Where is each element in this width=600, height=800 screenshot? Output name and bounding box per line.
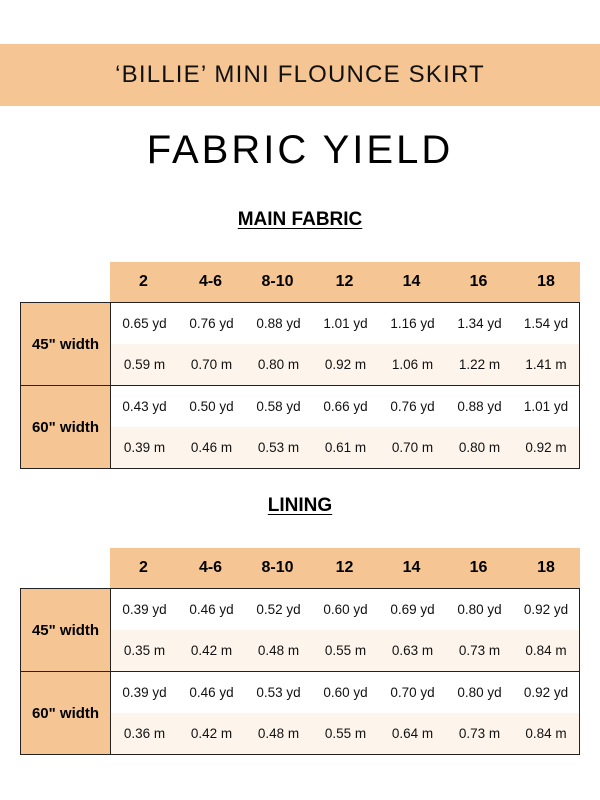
yield-cell: 0.46 yd [189, 602, 234, 617]
yield-cell: 0.80 m [458, 440, 501, 455]
yield-cell: 0.39 m [123, 440, 166, 455]
yield-cell: 0.76 yd [390, 399, 435, 414]
yield-cell: 0.39 yd [122, 602, 167, 617]
size-header-cell: 8-10 [261, 273, 294, 290]
yield-cell: 0.42 m [190, 726, 233, 741]
yield-cell: 0.43 yd [122, 399, 167, 414]
yield-cell: 0.92 yd [523, 685, 569, 700]
yield-cell: 0.84 m [525, 643, 567, 658]
width-label: 45" width [21, 303, 111, 385]
yield-cell: 0.60 yd [323, 602, 368, 617]
yield-cell: 0.39 yd [122, 685, 167, 700]
width-group-45 [21, 303, 579, 385]
yield-cell: 0.80 yd [457, 602, 502, 617]
yield-cell: 0.61 m [324, 440, 367, 455]
width-group-45 [21, 589, 579, 671]
yield-cell: 0.70 m [391, 440, 434, 455]
size-header-cell: 18 [537, 559, 555, 576]
meters-row [111, 630, 579, 671]
size-header-cell: 4-6 [198, 559, 223, 576]
size-header-cell: 12 [335, 559, 354, 576]
yield-cell: 0.92 m [525, 440, 567, 455]
yield-cell: 1.16 yd [390, 316, 435, 331]
yield-cell: 0.80 m [257, 357, 300, 372]
yield-cell: 1.54 yd [523, 316, 569, 331]
yield-cell: 0.58 yd [256, 399, 301, 414]
yield-cell: 0.88 yd [457, 399, 502, 414]
yield-cell: 1.06 m [391, 357, 434, 372]
yield-cell: 0.55 m [324, 726, 367, 741]
yield-cell: 0.59 m [123, 357, 166, 372]
width-group-60 [21, 385, 579, 468]
yield-cell: 0.76 yd [189, 316, 234, 331]
yield-cell: 0.70 m [190, 357, 233, 372]
lining-size-header [110, 548, 580, 588]
yield-cell: 0.36 m [123, 726, 166, 741]
width-label: 60" width [21, 672, 111, 754]
yield-cell: 1.22 m [458, 357, 501, 372]
yards-row [111, 303, 579, 344]
width-label: 45" width [21, 589, 111, 671]
size-header-cell: 8-10 [261, 559, 294, 576]
size-header-cell: 4-6 [198, 273, 223, 290]
width-group-60 [21, 671, 579, 754]
yield-cell: 0.53 yd [256, 685, 301, 700]
yield-cell: 0.73 m [458, 726, 501, 741]
title-banner [0, 44, 600, 106]
size-header-cell: 2 [139, 559, 148, 576]
yield-cell: 0.64 m [391, 726, 434, 741]
yards-row [111, 672, 579, 713]
size-header-cell: 14 [402, 273, 421, 290]
yield-cell: 0.84 m [525, 726, 567, 741]
size-header-cell: 18 [537, 273, 555, 290]
yield-cell: 0.60 yd [323, 685, 368, 700]
size-header-cell: 14 [402, 559, 421, 576]
yield-cell: 1.01 yd [323, 316, 368, 331]
yield-cell: 0.80 yd [457, 685, 502, 700]
lining-heading: LINING [267, 495, 333, 516]
yield-cell: 0.55 m [324, 643, 367, 658]
yield-cell: 0.46 m [190, 440, 233, 455]
yield-cell: 0.53 m [257, 440, 300, 455]
yield-cell: 0.50 yd [189, 399, 234, 414]
yield-cell: 0.92 m [324, 357, 367, 372]
yield-cell: 0.92 yd [523, 602, 569, 617]
width-label: 60" width [21, 386, 111, 468]
yield-cell: 0.88 yd [256, 316, 301, 331]
yield-cell: 1.01 yd [523, 399, 569, 414]
yield-cell: 0.46 yd [189, 685, 234, 700]
yield-cell: 0.65 yd [122, 316, 167, 331]
yield-cell: 1.34 yd [457, 316, 502, 331]
main-fabric-heading: MAIN FABRIC [237, 209, 363, 230]
meters-row [111, 427, 579, 468]
yield-cell: 0.63 m [391, 643, 434, 658]
yards-row [111, 386, 579, 427]
size-header-cell: 16 [469, 559, 488, 576]
meters-row [111, 713, 579, 754]
yield-cell: 0.52 yd [256, 602, 301, 617]
yield-cell: 0.66 yd [323, 399, 368, 414]
yield-cell: 0.48 m [257, 643, 300, 658]
page-title: FABRIC YIELD [146, 128, 454, 172]
meters-row [111, 344, 579, 385]
yield-cell: 0.70 yd [390, 685, 435, 700]
main-fabric-table [20, 302, 580, 469]
size-header-cell: 16 [469, 273, 488, 290]
yield-cell: 1.41 m [525, 357, 567, 372]
yield-cell: 0.48 m [257, 726, 300, 741]
yield-cell: 0.35 m [123, 643, 166, 658]
yield-cell: 0.69 yd [390, 602, 435, 617]
size-header-cell: 2 [139, 273, 148, 290]
main-fabric-size-header [110, 262, 580, 302]
lining-table [20, 588, 580, 755]
yards-row [111, 589, 579, 630]
yield-cell: 0.42 m [190, 643, 233, 658]
size-header-cell: 12 [335, 273, 354, 290]
yield-cell: 0.73 m [458, 643, 501, 658]
pattern-name: ‘BILLIE’ MINI FLOUNCE SKIRT [115, 61, 485, 88]
